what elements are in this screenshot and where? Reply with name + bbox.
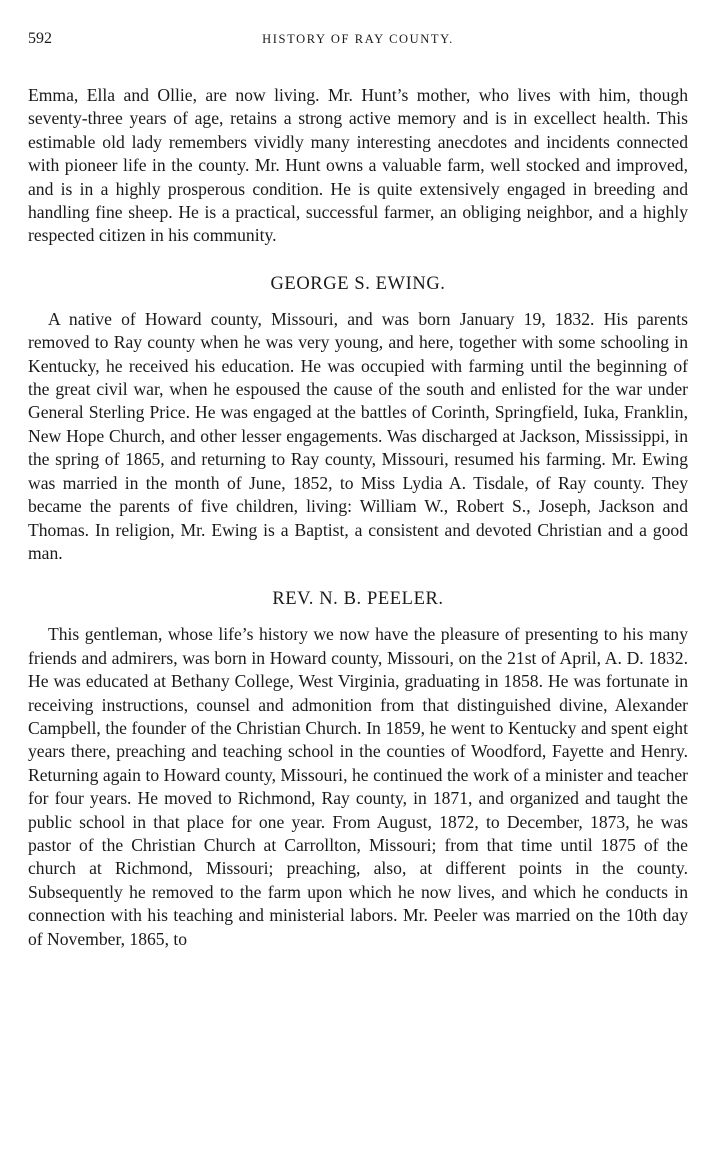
running-title: HISTORY OF RAY COUNTY. [262, 32, 454, 46]
biography-paragraph-ewing: A native of Howard county, Missouri, and was born January 19, 1832. His parents removed to Ray county when he was very young, and here, together with some schooling in Kentucky, he received his education. He was occupied with farming until the beginning of the great civil war, when he espoused the cause of the south and enlisted for the war under General Sterling Price. He was engaged at the battles of Corinth, Springfield, Iuka, Franklin, New Hope Church, and other lesser engagements. Was discharged at Jackson, Mississippi, in the spring of 1865, and returning to Ray county, Missouri, resumed his farming. Mr. Ewing was married in the month of June, 1852, to Miss Lydia A. Tisdale, of Ray county. They became the parents of five children, living: William W., Robert S., Joseph, Jackson and Thomas. In religion, Mr. Ewing is a Baptist, a consistent and devoted Christian and a good man. [28, 308, 688, 563]
biography-paragraph-peeler: This gentleman, whose life’s history we now have the pleasure of presenting to his many friends and admirers, was born in Howard county, Missouri, on the 21st of April, A. D. 1832. He was educated at Bethany College, West Virginia, graduating in 1858. He was fortunate in receiving instructions, counsel and admonition from that distinguished divine, Alexander Campbell, the founder of the Christian Church. In 1859, he went to Kentucky and spent eight years there, preaching and teaching school in the counties of Woodford, Fayette and Henry. Returning again to Howard county, Missouri, he continued the work of a minister and teacher for four years. He moved to Richmond, Ray county, in 1871, and organized and taught the public school in that place for one year. From August, 1872, to December, 1873, he was pastor of the Christian Church at Carrollton, Missouri; from that time until 1875 of the church at Richmond, Missouri; preaching, also, at different points in the county. Subsequently he removed to the farm upon which he now lives, and which he conducts in connection with his teaching and ministerial labors. Mr. Peeler was married on the 10th day of November, 1865, to [28, 624, 688, 949]
running-head [28, 30, 688, 54]
section-heading-rev-n-b-peeler: REV. N. B. PEELER. [272, 589, 444, 610]
continued-paragraph-hunt: Emma, Ella and Ollie, are now living. Mr. Hunt’s mother, who lives with him, though seventy-three years of age, retains a strong active memory and is in excellect health. This estimable old lady remembers vividly many interesting anecdotes and incidents connected with pioneer life in the county. Mr. Hunt owns a valuable farm, well stocked and improved, and is in a highly prosperous condition. He is quite extensively engaged in breeding and handling fine sheep. He is a practical, successful farmer, an obliging neighbor, and a highly respected citizen in his community. [28, 85, 688, 246]
book-page [28, 30, 688, 951]
section-heading-george-s-ewing: GEORGE S. EWING. [270, 273, 446, 294]
page-number: 592 [28, 30, 52, 47]
